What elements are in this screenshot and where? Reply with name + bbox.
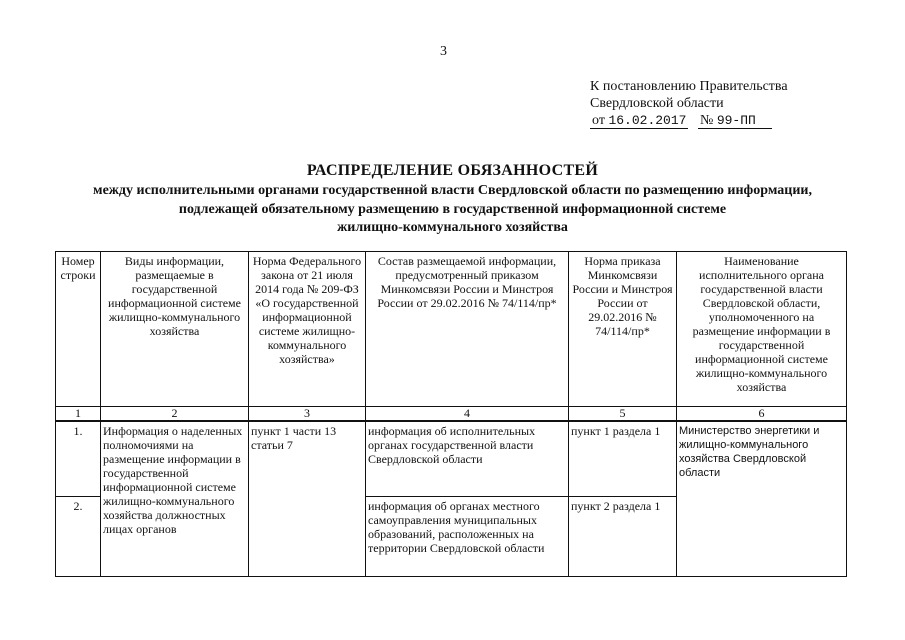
document-subtitle-1: между исполнительными органами государственной власти Свердловской области по размещению информации,: [93, 183, 812, 198]
column-number-row: [56, 407, 847, 422]
header-info-type: Виды информации, размещаемые в государственной информационной системе жилищно-коммунального хозяйства: [101, 252, 249, 407]
column-number: 6: [677, 407, 847, 422]
number-prefix: №: [699, 113, 714, 128]
law-norm-cell: пункт 1 части 13 статьи 7: [249, 421, 366, 577]
appendix-number-field: [698, 113, 772, 129]
header-row: [56, 252, 847, 407]
content-cell: информация об исполнительных органах государственной власти Свердловской области: [366, 421, 569, 497]
header-law-norm: Норма Федерального закона от 21 июля 2014 года № 209-ФЗ «О государственной информационной системе жилищно-коммунального хозяйства»: [249, 252, 366, 407]
document-title: РАСПРЕДЕЛЕНИЕ ОБЯЗАННОСТЕЙ: [306, 162, 599, 179]
column-number: 3: [249, 407, 366, 422]
order-norm-cell: пункт 2 раздела 1: [569, 497, 677, 577]
authority-cell: Министерство энергетики и жилищно-коммунального хозяйства Свердловской области: [677, 421, 847, 577]
row-number: 1.: [56, 421, 101, 497]
appendix-date-line: [590, 112, 788, 129]
column-number: 4: [366, 407, 569, 422]
header-row-number: Номер строки: [56, 252, 101, 407]
appendix-date-field: [590, 113, 688, 129]
appendix-line-1: К постановлению Правительства: [590, 79, 788, 94]
page-number: 3: [440, 44, 447, 59]
content-cell: информация об органах местного самоуправления муниципальных образований, расположенных на территории Свердловской области: [366, 497, 569, 577]
header-order-norm: Норма приказа Минкомсвязи России и Минстроя России от 29.02.2016 № 74/114/пр*: [569, 252, 677, 407]
date-prefix: от: [592, 113, 605, 128]
table-row: [56, 421, 847, 497]
appendix-line-2: Свердловской области: [590, 96, 724, 111]
header-content: Состав размещаемой информации, предусмотренный приказом Минкомсвязи России и Минстроя России от 29.02.2016 № 74/114/пр*: [366, 252, 569, 407]
document-subtitle-2: подлежащей обязательному размещению в государственной информационной системе: [178, 202, 727, 217]
resolution-number: 99-ПП: [716, 113, 756, 128]
row-number: 2.: [56, 497, 101, 577]
appendix-block: [590, 78, 788, 129]
column-number: 2: [101, 407, 249, 422]
document-subtitle-3: жилищно-коммунального хозяйства: [337, 220, 568, 235]
column-number: 1: [56, 407, 101, 422]
duties-table: [55, 251, 847, 577]
order-norm-cell: пункт 1 раздела 1: [569, 421, 677, 497]
info-type-cell: Информация о наделенных полномочиями на размещение информации в государственной информационной системе жилищно-коммунального хозяйства должностных лицах органов: [101, 421, 249, 577]
column-number: 5: [569, 407, 677, 422]
header-authority: Наименование исполнительного органа государственной власти Свердловской области, уполномоченного на размещение информации в государственной информационной системе жилищно-коммунального хозяйства: [677, 252, 847, 407]
resolution-date: 16.02.2017: [608, 113, 687, 128]
